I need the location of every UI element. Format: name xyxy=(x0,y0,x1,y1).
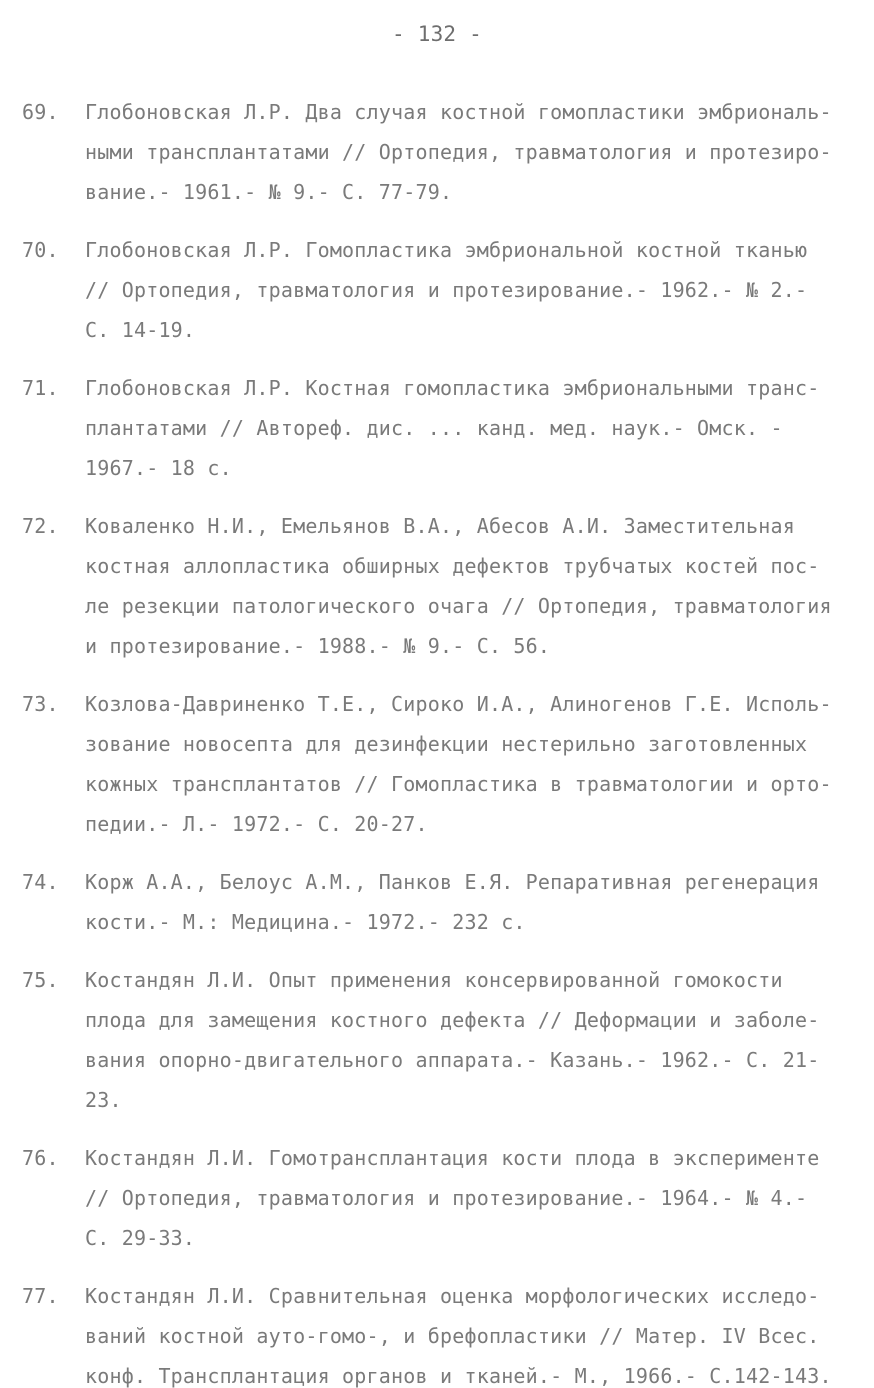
reference-text-line: Глобоновская Л.Р. Костная гомопластика эмбриональными транс- xyxy=(85,376,820,400)
reference-text-line: Костандян Л.И. Гомотрансплантация кости плода в эксперименте xyxy=(85,1146,820,1170)
reference-text-line: ваний костной ауто-гомо-, и брефопластики // Матер. IV Всес. xyxy=(85,1324,820,1348)
reference-text-line: ле резекции патологического очага // Ортопедия, травматология xyxy=(85,594,832,618)
reference-text-line: и протезирование.- 1988.- № 9.- С. 56. xyxy=(85,634,551,658)
reference-text-line: // Ортопедия, травматология и протезирование.- 1964.- № 4.- xyxy=(85,1186,808,1210)
reference-text-line: вание.- 1961.- № 9.- С. 77-79. xyxy=(85,180,453,204)
reference-text-line: С. 29-33. xyxy=(85,1226,196,1250)
reference-text-line: вания опорно-двигательного аппарата.- Казань.- 1962.- С. 21- xyxy=(85,1048,820,1072)
reference-number: 75. xyxy=(22,968,59,992)
reference-number: 74. xyxy=(22,870,59,894)
reference-text-line: // Ортопедия, травматология и протезирование.- 1962.- № 2.- xyxy=(85,278,808,302)
reference-text-line: Глобоновская Л.Р. Гомопластика эмбриональной костной тканью xyxy=(85,238,808,262)
reference-number: 69. xyxy=(22,100,59,124)
reference-text-line: Костандян Л.И. Сравнительная оценка морфологических исследо- xyxy=(85,1284,820,1308)
reference-text-line: костная аллопластика обширных дефектов трубчатых костей пос- xyxy=(85,554,820,578)
reference-text-line: плантатами // Автореф. дис. ... канд. мед. наук.- Омск. - xyxy=(85,416,783,440)
reference-text-line: Корж А.А., Белоус А.М., Панков Е.Я. Репаративная регенерация xyxy=(85,870,820,894)
reference-text-line: конф. Трансплантация органов и тканей.- М., 1966.- С.142-143. xyxy=(85,1364,832,1388)
reference-text-line: Коваленко Н.И., Емельянов В.А., Абесов А.И. Заместительная xyxy=(85,514,795,538)
reference-text-line: зование новосепта для дезинфекции нестерильно заготовленных xyxy=(85,732,808,756)
reference-text-line: кости.- М.: Медицина.- 1972.- 232 с. xyxy=(85,910,526,934)
reference-text-line: С. 14-19. xyxy=(85,318,196,342)
page-number: - 132 - xyxy=(392,22,482,46)
reference-text-line: 1967.- 18 с. xyxy=(85,456,232,480)
reference-text-line: Костандян Л.И. Опыт применения консервированной гомокости xyxy=(85,968,783,992)
reference-number: 77. xyxy=(22,1284,59,1308)
reference-text-line: кожных трансплантатов // Гомопластика в травматологии и орто- xyxy=(85,772,832,796)
reference-number: 71. xyxy=(22,376,59,400)
reference-text-line: Глобоновская Л.Р. Два случая костной гомопластики эмбриональ- xyxy=(85,100,832,124)
reference-text-line: Козлова-Давриненко Т.Е., Сироко И.А., Алиногенов Г.Е. Исполь- xyxy=(85,692,832,716)
reference-number: 76. xyxy=(22,1146,59,1170)
reference-number: 72. xyxy=(22,514,59,538)
reference-text-line: педии.- Л.- 1972.- С. 20-27. xyxy=(85,812,428,836)
reference-number: 70. xyxy=(22,238,59,262)
reference-text-line: плода для замещения костного дефекта // Деформации и заболе- xyxy=(85,1008,820,1032)
reference-text-line: ными трансплантатами // Ортопедия, травматология и протезиро- xyxy=(85,140,832,164)
reference-number: 73. xyxy=(22,692,59,716)
reference-text-line: 23. xyxy=(85,1088,122,1112)
